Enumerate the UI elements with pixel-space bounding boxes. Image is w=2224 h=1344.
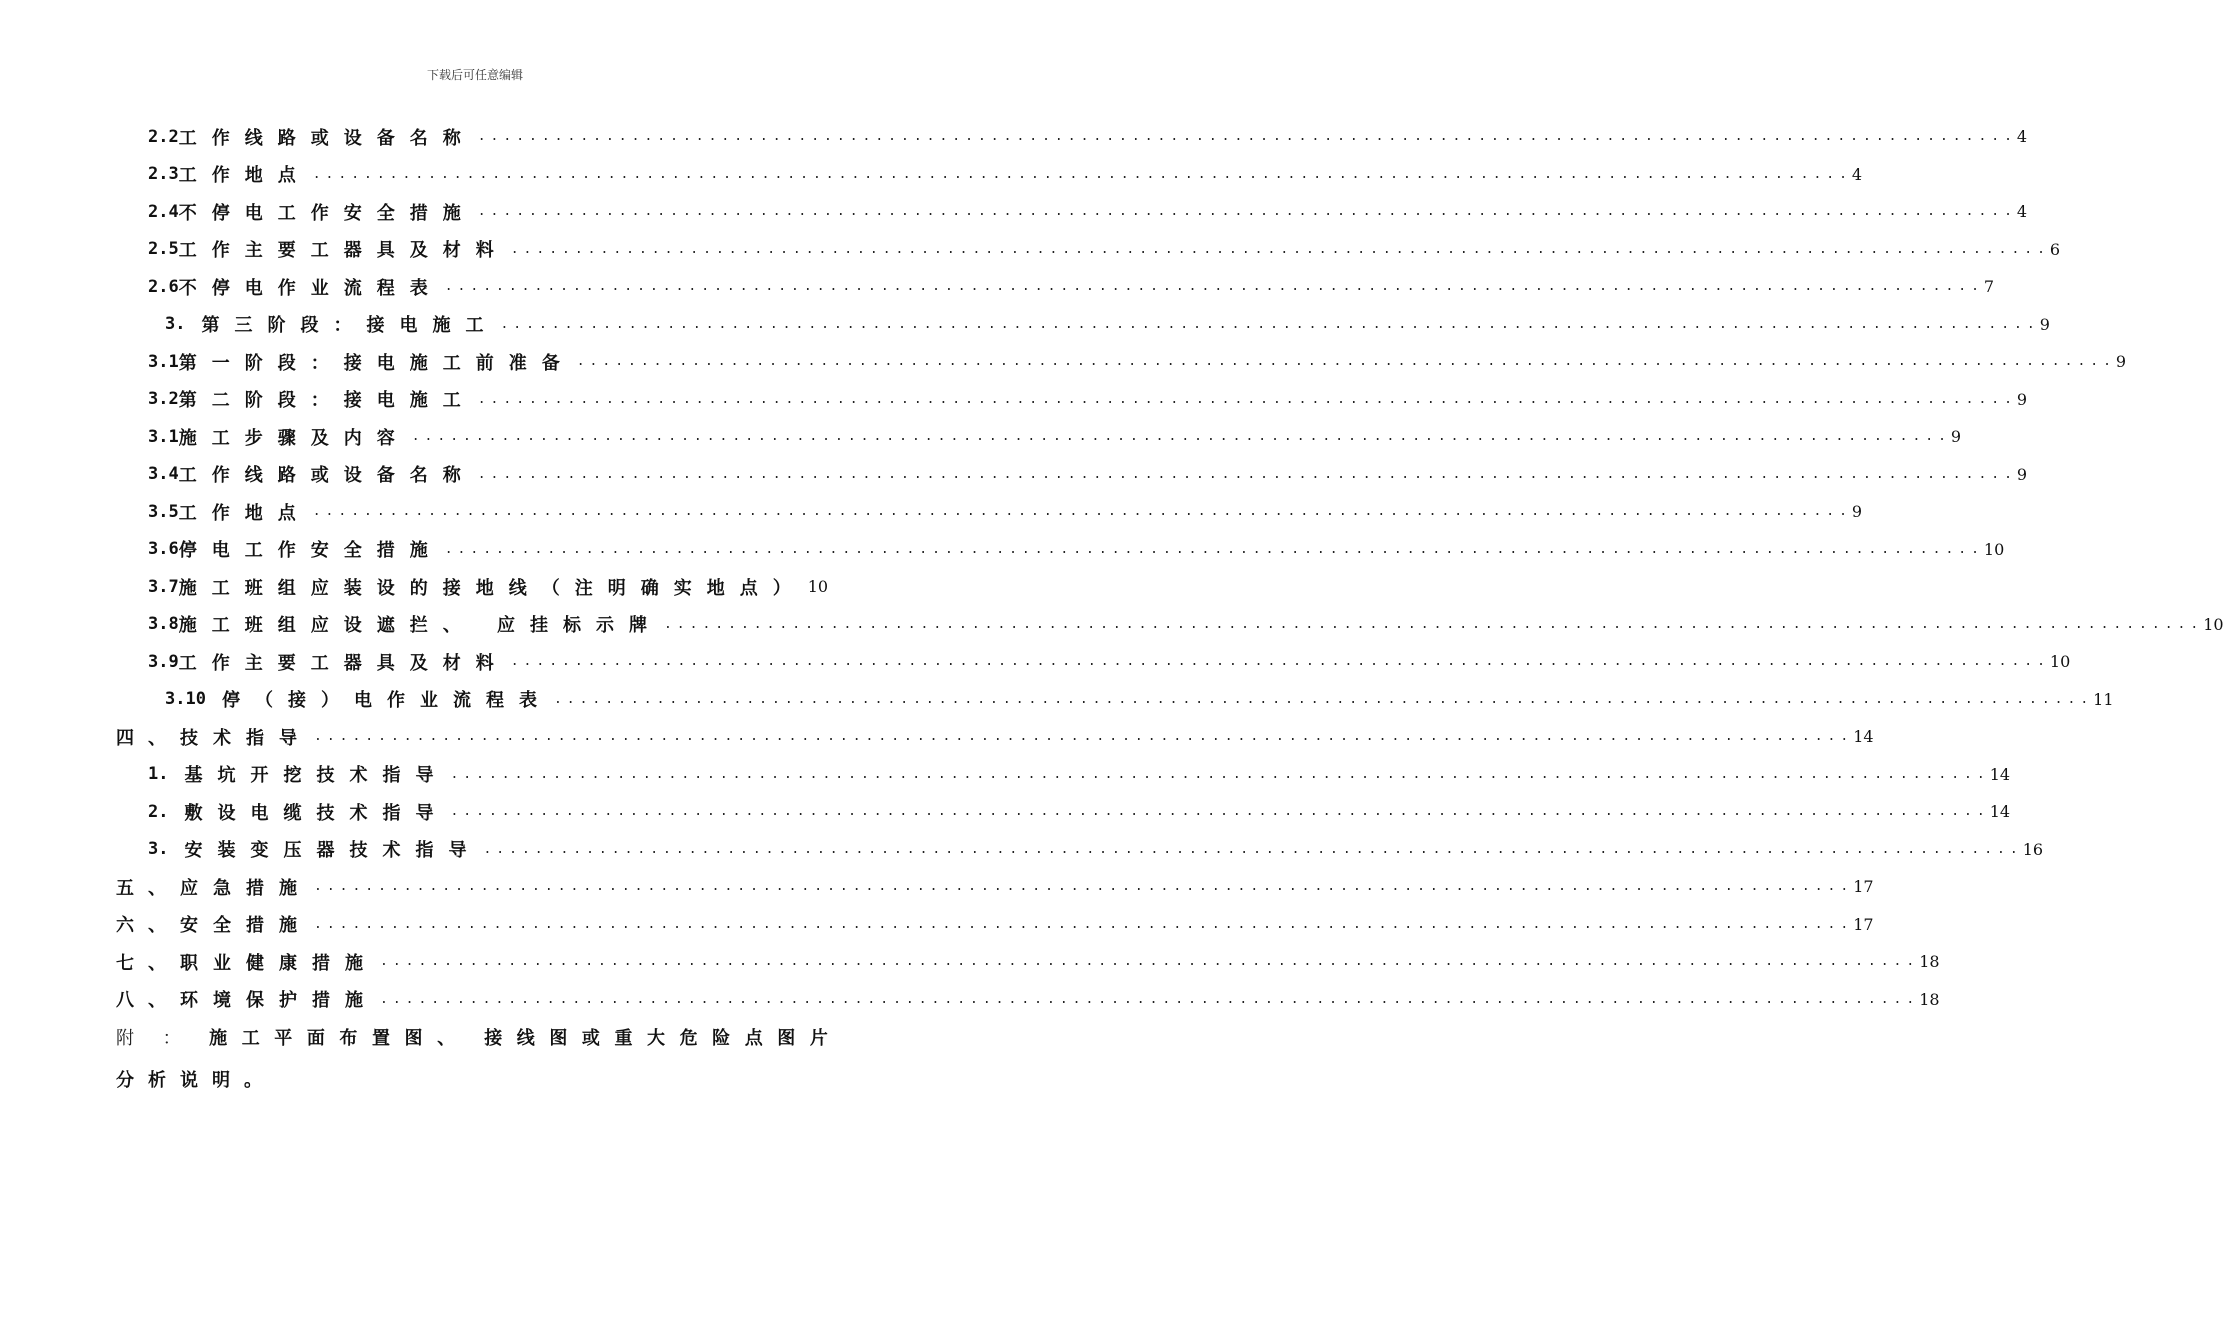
appendix-char: 布 (339, 1028, 358, 1049)
toc-entry-page: 18 (1919, 989, 1940, 1009)
toc-entry-title: 工作地点 (178, 165, 311, 187)
toc-dot-leader: ........................................................................................................................ (450, 766, 1990, 782)
toc-dot-leader: ........................................................................................................................ (380, 954, 1920, 970)
toc-entry[interactable] (0, 943, 1940, 981)
page-header: 下载后可任意编辑 (426, 68, 523, 82)
toc-entry-title: 施工班组应装设的接地线（注明确实地点） (178, 577, 806, 599)
toc-entry[interactable] (0, 643, 2071, 681)
appendix-char: 图 (404, 1028, 423, 1049)
toc-entry[interactable] (0, 568, 829, 606)
toc-dot-leader: ........................................................................................................................ (312, 166, 1852, 182)
toc-entry-number: 八、 (116, 990, 180, 1012)
toc-entry-number: 六、 (116, 915, 180, 937)
toc-entry-title: 第一阶段：接电施工前准备 (178, 352, 575, 374)
toc-entry-page: 10 (807, 577, 829, 597)
toc-entry-title: 工作主要工器具及材料 (178, 240, 509, 262)
toc-entry-number: 七、 (116, 952, 180, 974)
toc-dot-leader: ........................................................................................................................ (510, 241, 2050, 257)
toc-entry-title: 停（接）电作业流程表 (221, 690, 552, 712)
appendix-char: 险 (712, 1028, 731, 1049)
toc-entry-number: 3.7 (148, 576, 179, 597)
toc-entry-page: 4 (2016, 127, 2028, 147)
toc-entry-page: 18 (1919, 952, 1940, 972)
toc-entry-page: 7 (1983, 277, 1995, 297)
appendix-char: 点 (744, 1028, 763, 1049)
toc-entry-number: 2.2 (148, 126, 179, 147)
toc-entry-number: 2.4 (148, 201, 179, 222)
toc-dot-leader: ........................................................................................................................ (314, 729, 1854, 745)
toc-dot-leader: ........................................................................................................................ (483, 841, 2023, 857)
table-of-contents (0, 118, 2224, 1018)
toc-entry-page: 16 (2022, 839, 2044, 859)
appendix-note (116, 1018, 828, 1102)
toc-dot-leader: ........................................................................................................................ (450, 804, 1990, 820)
toc-entry-title: 敷设电缆技术指导 (184, 802, 449, 824)
appendix-char: 重 (614, 1028, 633, 1049)
toc-entry-title: 施工班组应设遮拦、 应挂标示牌 (178, 615, 662, 637)
toc-entry[interactable] (0, 118, 2028, 156)
toc-entry-number: 3.1 (148, 351, 179, 372)
toc-entry[interactable] (0, 906, 1874, 944)
toc-dot-leader: ........................................................................................................................ (477, 204, 2017, 220)
toc-entry-title: 不停电作业流程表 (178, 277, 443, 299)
toc-dot-leader: ........................................................................................................................ (500, 316, 2040, 332)
toc-entry-page: 10 (2049, 652, 2071, 672)
toc-entry-title: 环境保护措施 (180, 990, 378, 1012)
appendix-char: 危 (679, 1028, 698, 1049)
toc-entry-title: 施工步骤及内容 (178, 427, 410, 449)
toc-entry[interactable] (0, 868, 1874, 906)
toc-entry[interactable] (0, 493, 1863, 531)
toc-entry[interactable] (0, 606, 2224, 644)
toc-entry-page: 17 (1853, 877, 1874, 897)
toc-entry-page: 11 (2093, 689, 2114, 709)
toc-entry[interactable] (0, 793, 2011, 831)
toc-entry[interactable] (0, 456, 2028, 494)
toc-entry-number: 3. (165, 314, 186, 335)
toc-dot-leader: ........................................................................................................................ (380, 991, 1920, 1007)
toc-entry-number: 五、 (116, 877, 180, 899)
toc-dot-leader: ........................................................................................................................ (477, 391, 2017, 407)
appendix-char: 图 (549, 1028, 568, 1049)
appendix-char: 工 (241, 1028, 260, 1049)
toc-entry-title: 工作主要工器具及材料 (178, 652, 509, 674)
toc-entry[interactable] (0, 381, 2028, 419)
appendix-char: 施 (209, 1028, 228, 1049)
appendix-char: 图 (777, 1028, 796, 1049)
appendix-char: 线 (516, 1028, 535, 1049)
appendix-line-2: 分析说明。 (116, 1070, 276, 1091)
toc-entry-title: 停电工作安全措施 (178, 540, 443, 562)
toc-dot-leader: ........................................................................................................................ (477, 466, 2017, 482)
toc-entry[interactable] (0, 718, 1874, 756)
toc-dot-leader: ........................................................................................................................ (663, 616, 2204, 632)
toc-entry-number: 3.6 (148, 539, 179, 560)
toc-entry-number: 3. (148, 839, 169, 860)
toc-entry-page: 17 (1853, 914, 1874, 934)
toc-entry[interactable] (0, 681, 2114, 719)
toc-entry-page: 9 (2016, 464, 2028, 484)
toc-entry-title: 技术指导 (180, 727, 312, 749)
toc-entry[interactable] (0, 531, 2005, 569)
toc-entry[interactable] (0, 156, 1863, 194)
toc-entry-page: 10 (2203, 614, 2224, 634)
toc-entry-title: 工作线路或设备名称 (178, 465, 476, 487)
toc-entry-page: 4 (2016, 202, 2028, 222)
toc-entry-page: 9 (1851, 502, 1863, 522)
toc-entry-number: 2.3 (148, 164, 179, 185)
toc-entry[interactable] (0, 981, 1940, 1019)
toc-entry-number: 2.5 (148, 239, 179, 260)
toc-dot-leader: ........................................................................................................................ (411, 429, 1951, 445)
toc-entry[interactable] (0, 756, 2011, 794)
toc-entry-page: 10 (1983, 539, 2005, 559)
appendix-line-1 (116, 1018, 828, 1060)
toc-entry-page: 14 (1853, 727, 1874, 747)
toc-entry-number: 3.5 (148, 501, 179, 522)
appendix-char: 片 (809, 1028, 828, 1049)
toc-entry-title: 第二阶段：接电施工 (178, 390, 476, 412)
toc-entry-number: 3.4 (148, 464, 179, 485)
appendix-char: 置 (371, 1028, 390, 1049)
toc-entry-number: 3.10 (165, 689, 206, 710)
toc-entry-title: 不停电工作安全措施 (178, 202, 476, 224)
appendix-char: 面 (306, 1028, 325, 1049)
toc-entry-number: 3.9 (148, 651, 179, 672)
appendix-lead-char: 附 (116, 1028, 148, 1049)
toc-entry-title: 工作地点 (178, 502, 311, 524)
toc-entry-page: 9 (1950, 427, 1962, 447)
toc-entry-number: 3.1 (148, 426, 179, 447)
toc-entry[interactable] (0, 268, 1995, 306)
toc-entry-page: 9 (2115, 352, 2127, 372)
toc-entry[interactable] (0, 306, 2050, 344)
toc-entry-title: 应急措施 (180, 877, 312, 899)
toc-dot-leader: ........................................................................................................................ (553, 691, 2094, 707)
toc-entry-number: 四、 (116, 727, 180, 749)
toc-dot-leader: ........................................................................................................................ (444, 541, 1984, 557)
toc-entry-title: 安全措施 (180, 915, 312, 937)
toc-entry-page: 9 (2016, 389, 2028, 409)
toc-entry[interactable] (0, 831, 2044, 869)
appendix-char: 平 (274, 1028, 293, 1049)
toc-entry-page: 4 (1851, 164, 1863, 184)
appendix-lead-char: ： (162, 1028, 195, 1049)
toc-dot-leader: ........................................................................................................................ (510, 654, 2050, 670)
toc-entry-title: 安装变压器技术指导 (184, 840, 482, 862)
toc-entry-number: 3.8 (148, 614, 179, 635)
toc-entry[interactable] (0, 343, 2127, 381)
appendix-char: 接 (484, 1028, 503, 1049)
toc-dot-leader: ........................................................................................................................ (312, 504, 1852, 520)
toc-entry-number: 3.2 (148, 389, 179, 410)
toc-dot-leader: ........................................................................................................................ (477, 129, 2017, 145)
toc-dot-leader: ........................................................................................................................ (314, 916, 1854, 932)
toc-entry-number: 2.6 (148, 276, 179, 297)
toc-entry-title: 第三阶段：接电施工 (201, 315, 499, 337)
appendix-char: 、 (437, 1028, 456, 1049)
toc-entry-page: 14 (1989, 802, 2011, 822)
toc-entry-title: 职业健康措施 (180, 952, 378, 974)
toc-entry-title: 工作线路或设备名称 (178, 127, 476, 149)
toc-dot-leader: ........................................................................................................................ (314, 879, 1854, 895)
toc-entry-number: 1. (148, 764, 169, 785)
toc-entry[interactable] (0, 193, 2028, 231)
toc-dot-leader: ........................................................................................................................ (444, 279, 1984, 295)
toc-entry-page: 6 (2049, 239, 2061, 259)
toc-entry-number: 2. (148, 801, 169, 822)
toc-entry[interactable] (0, 418, 1962, 456)
toc-entry-page: 9 (2039, 314, 2050, 334)
toc-entry-title: 基坑开挖技术指导 (184, 765, 449, 787)
appendix-char: 大 (647, 1028, 665, 1049)
toc-dot-leader: ........................................................................................................................ (576, 354, 2116, 370)
toc-entry[interactable] (0, 231, 2061, 269)
appendix-char: 或 (581, 1028, 600, 1049)
toc-entry-page: 14 (1989, 764, 2011, 784)
